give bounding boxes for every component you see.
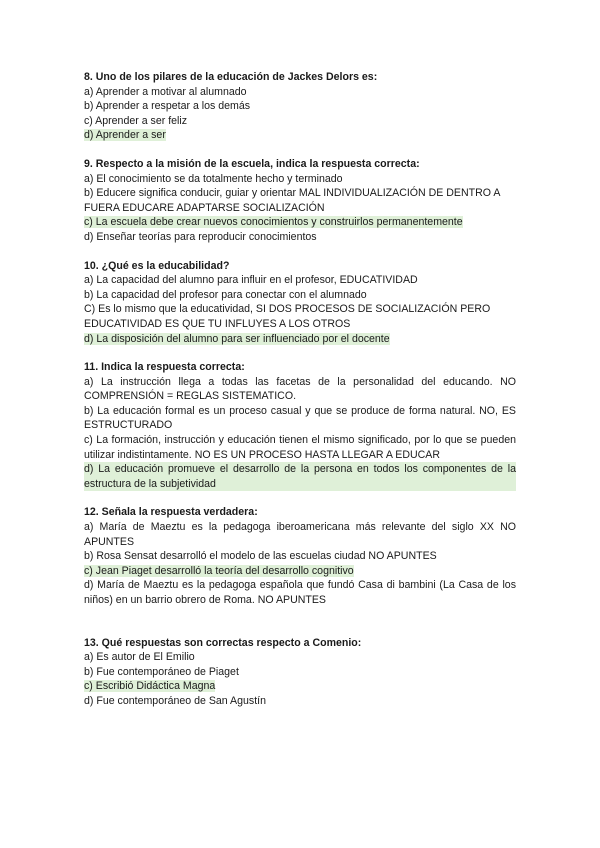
option-d-correct: d) La educación promueve el desarrollo de la persona en todos los componentes de la estructura de la subjetividad [84,463,516,490]
option-c-correct: c) Jean Piaget desarrolló la teoría del desarrollo cognitivo [84,564,354,577]
option-d: d) Fue contemporáneo de San Agustín [84,694,266,707]
question-11 [84,360,516,491]
question-title: 10. ¿Qué es la educabilidad? [84,259,230,272]
option-a: a) Aprender a motivar al alumnado [84,85,247,98]
option-a: a) La instrucción llega a todas las facetas de la personalidad del educando. NO COMPRENSIÓN = REGLAS SISTEMATICO. [84,375,516,403]
question-8 [84,70,516,143]
option-a: a) La capacidad del alumno para influir en el profesor, EDUCATIVIDAD [84,274,418,287]
option-a: a) María de Maeztu es la pedagoga iberoamericana más relevante del siglo XX NO APUNTES [84,521,516,548]
question-10 [84,259,516,347]
option-d-correct: d) Aprender a ser [84,129,166,142]
option-c: c) La formación, instrucción y educación tienen el mismo significado, por lo que se pueden utilizar indistintamente. NO ES UN PROCESO HASTA LLEGAR A EDUCAR [84,434,516,461]
question-title: 13. Qué respuestas son correctas respecto a Comenio: [84,636,362,649]
option-b: b) La educación formal es un proceso casual y que se produce de forma natural. NO, ES ESTRUCTURADO [84,404,516,432]
question-9 [84,157,516,245]
option-c-correct: c) La escuela debe crear nuevos conocimientos y construirlos permanentemente [84,216,463,229]
option-d: d) María de Maeztu es la pedagoga española que fundó Casa di bambini (La Casa de los niños) en un barrio obrero de Roma. NO APUNTES [84,579,516,606]
question-title: 9. Respecto a la misión de la escuela, indica la respuesta correcta: [84,157,420,170]
option-a: a) El conocimiento se da totalmente hecho y terminado [84,172,343,185]
option-b: b) Aprender a respetar a los demás [84,100,251,113]
option-c: C) Es lo mismo que la educatividad, SI DOS PROCESOS DE SOCIALIZACIÓN PERO EDUCATIVIDAD ES QUE TU INFLUYES A LOS OTROS [84,303,491,330]
option-c: c) Aprender a ser feliz [84,114,188,127]
option-b: b) La capacidad del profesor para conectar con el alumnado [84,288,367,301]
question-12 [84,505,516,607]
option-b: b) Rosa Sensat desarrolló el modelo de las escuelas ciudad NO APUNTES [84,550,437,563]
question-title: 12. Señala la respuesta verdadera: [84,506,258,519]
option-c-correct: c) Escribió Didáctica Magna [84,680,216,693]
option-b: b) Fue contemporáneo de Piaget [84,665,239,678]
option-a: a) Es autor de El Emilio [84,651,195,664]
question-13 [84,636,516,709]
question-title: 11. Indica la respuesta correcta: [84,361,245,374]
option-d-correct: d) La disposición del alumno para ser influenciado por el docente [84,332,390,345]
option-b: b) Educere significa conducir, guiar y orientar MAL INDIVIDUALIZACIÓN DE DENTRO A FUERA EDUCARE ADAPTARSE SOCIALIZACIÓN [84,187,500,214]
question-title: 8. Uno de los pilares de la educación de Jackes Delors es: [84,71,378,83]
option-d: d) Enseñar teorías para reproducir conocimientos [84,230,317,243]
